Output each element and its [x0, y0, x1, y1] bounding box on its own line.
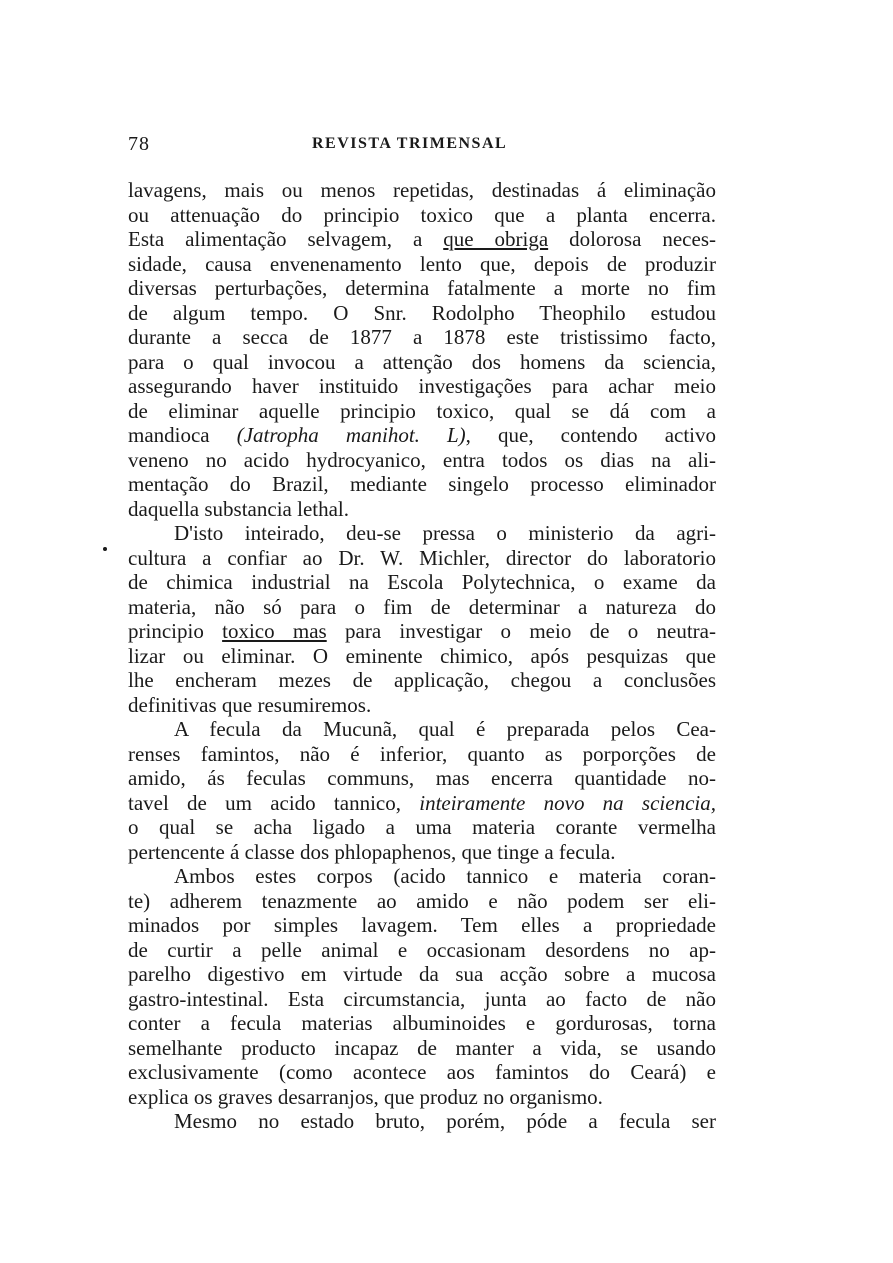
text-line: explica os graves desarranjos, que produz no organismo. [128, 1084, 603, 1109]
text-line: veneno no acido hydrocyanico, entra todos os dias na ali- [128, 447, 716, 472]
text-line: lizar ou eliminar. O eminente chimico, após pesquizas que [128, 643, 716, 668]
text-line: conter a fecula materias albuminoides e gordurosas, torna [128, 1011, 716, 1035]
text-line: daquella substancia lethal. [128, 496, 350, 521]
text-line: renses famintos, não é inferior, quanto as porporções de [128, 741, 716, 766]
text-line: cultura a confiar ao Dr. W. Michler, director do laboratorio [128, 545, 716, 570]
text-line [128, 791, 716, 816]
running-title: REVISTA TRIMENSAL [312, 135, 508, 152]
text-line [128, 619, 716, 644]
text-line: de eliminar aquelle principio toxico, qual se dá com a [128, 398, 716, 423]
text-line: diversas perturbações, determina fatalmente a morte no fim [128, 276, 716, 300]
text-line: de curtir a pelle animal e occasionam desordens no ap- [128, 937, 716, 962]
italic-text: inteiramente novo na sciencia, [419, 790, 716, 815]
text-line: assegurando haver instituido investigações para achar meio [128, 374, 716, 398]
text-line [128, 227, 716, 252]
text-line: de chimica industrial na Escola Polytechnica, o exame da [128, 570, 716, 594]
text-run: tavel de um acido tannico, [128, 790, 420, 815]
text-run: , que, contendo activo [465, 423, 716, 447]
underlined-text: que obriga [443, 227, 549, 251]
text-line: parelho digestivo em virtude da sua acção sobre a mucosa [128, 962, 716, 986]
text-line: gastro-intestinal. Esta circumstancia, junta ao facto de não [128, 986, 716, 1011]
text-line: lhe encheram mezes de applicação, chegou a conclusões [128, 668, 716, 692]
text-line: Mesmo no estado bruto, porém, póde a fecula ser [174, 1109, 716, 1133]
text-line: Ambos estes corpos (acido tannico e materia coran- [174, 864, 716, 888]
text-run: dolorosa neces- [548, 227, 716, 251]
text-line: para o qual invocou a attenção dos homens da sciencia, [128, 349, 716, 374]
page-header [128, 133, 716, 157]
text-line: semelhante producto incapaz de manter a vida, se usando [128, 1035, 716, 1060]
text-line [128, 423, 716, 448]
underlined-text: toxico mas [222, 619, 327, 643]
text-run: mandioca [128, 423, 237, 447]
text-line: te) adherem tenazmente ao amido e não podem ser eli- [128, 888, 716, 913]
page-number: 78 [128, 133, 150, 155]
text-line: A fecula da Mucunã, qual é preparada pelos Cea- [174, 717, 716, 741]
text-line: definitivas que resumiremos. [128, 692, 372, 717]
text-run: principio [128, 619, 223, 643]
text-line: D'isto inteirado, deu-se pressa o ministerio da agri- [174, 521, 716, 545]
italic-text: (Jatropha manihot. L) [236, 423, 466, 447]
text-line: o qual se acha ligado a uma materia corante vermelha [128, 815, 716, 839]
text-line: mentação do Brazil, mediante singelo processo eliminador [128, 472, 716, 496]
text-line: amido, ás feculas communs, mas encerra quantidade no- [128, 766, 716, 790]
text-line: lavagens, mais ou menos repetidas, destinadas á eliminação [128, 178, 716, 202]
text-line: ou attenuação do principio toxico que a planta encerra. [128, 202, 716, 227]
text-line: materia, não só para o fim de determinar a natureza do [128, 594, 716, 619]
text-line: minados por simples lavagem. Tem elles a propriedade [128, 913, 716, 937]
text-line: exclusivamente (como acontece aos famintos do Ceará) e [128, 1060, 716, 1084]
text-line: durante a secca de 1877 a 1878 este tristissimo facto, [128, 325, 716, 349]
text-run: Esta alimentação selvagem, a [128, 227, 444, 251]
text-run: para investigar o meio de o neutra- [326, 619, 716, 643]
text-line: sidade, causa envenenamento lento que, depois de produzir [128, 251, 716, 276]
margin-mark [103, 547, 107, 551]
text-line: de algum tempo. O Snr. Rodolpho Theophilo estudou [128, 300, 716, 325]
body-text [128, 178, 716, 1134]
text-line: pertencente á classe dos phlopaphenos, que tinge a fecula. [128, 839, 616, 864]
